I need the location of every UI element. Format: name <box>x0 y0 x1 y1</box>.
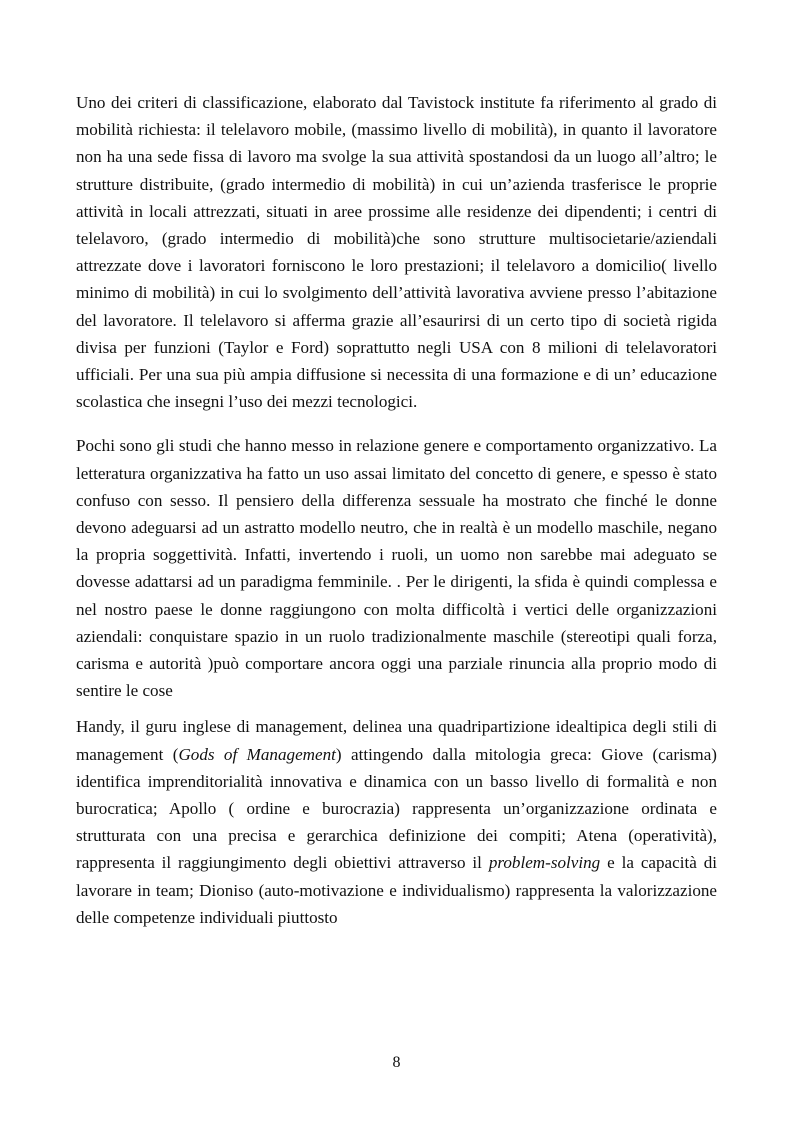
paragraph-2-text: Pochi sono gli studi che hanno messo in relazione genere e comportamento organizzativo. La letteratura organizzativa ha fatto un uso assai limitato del concetto di genere, e spesso è stato confuso con sesso. Il pensiero della differenza sessuale ha mostrato che finché le donne devono adeguarsi ad un astratto modello neutro, che in realtà è un modello maschile, negano la propria soggettività. Infatti, invertendo i ruoli, un uomo non sarebbe mai adeguato se dovesse adattarsi ad un paradigma femminile. . Per le dirigenti, la sfida è quindi complessa e nel nostro paese le donne raggiungono con molta difficoltà i vertici delle organizzazioni aziendali: conquistare spazio in un ruolo tradizionalmente maschile (stereotipi quali forza, carisma e autorità )può comportare ancora oggi una parziale rinuncia alla proprio modo di sentire le cose <box>76 436 717 701</box>
page-number: 8 <box>392 1054 401 1071</box>
paragraph-1-text: Uno dei criteri di classificazione, elaborato dal Tavistock institute fa riferimento al grado di mobilità richiesta: il telelavoro mobile, (massimo livello di mobilità), in quanto il lavoratore non ha una sede fissa di lavoro ma svolge la sua attività spostandosi da un luogo all’altro; le strutture distribuite, (grado intermedio di mobilità) in cui un’azienda trasferisce le proprie attività in locali attrezzati, situati in aree prossime alle residenze dei dipendenti; i centri di telelavoro, (grado intermedio di mobilità)che sono strutture multisocietarie/aziendali attrezzate dove i lavoratori forniscono le loro prestazioni; il telelavoro a domicilio( livello minimo di mobilità) in cui lo svolgimento dell’attività lavorativa avviene presso l’abitazione del lavoratore. Il telelavoro si afferma grazie all’esaurirsi di un certo tipo di società rigida divisa per funzioni (Taylor e Ford) soprattutto negli USA con 8 milioni di telelavoratori ufficiali. Per una sua più ampia diffusione si necessita di una formazione e di un’ educazione scolastica che insegni l’uso dei mezzi tecnologici. <box>76 93 717 412</box>
paragraph-3-text-c: e la capacità di lavorare in team; Dioniso (auto-motivazione e individualismo) rappresenta la valorizzazione delle competenze individuali piuttosto <box>76 853 718 927</box>
document-page <box>76 89 717 931</box>
paragraph-3-text-a: Handy, il guru inglese di management, delinea una quadripartizione idealtipica degli stili di management ( <box>76 717 717 764</box>
paragraph-telework-mobility <box>76 89 717 415</box>
paragraph-gender-organization <box>76 432 717 704</box>
problem-solving-term: problem-solving <box>488 853 601 873</box>
paragraph-3-text-b: ) attingendo dalla mitologia greca: Giove (carisma) identifica imprenditorialità innovativa e dinamica con un basso livello di formalità e non burocratica; Apollo ( ordine e burocrazia) rappresenta un’organizzazione ordinata e strutturata con una precisa e gerarchica definizione dei compiti; Atena (operatività), rappresenta il raggiungimento degli obiettivi attraverso il <box>76 744 717 873</box>
gods-of-management-title: Gods of Management <box>178 744 336 764</box>
paragraph-handy-gods-of-management <box>76 713 717 931</box>
